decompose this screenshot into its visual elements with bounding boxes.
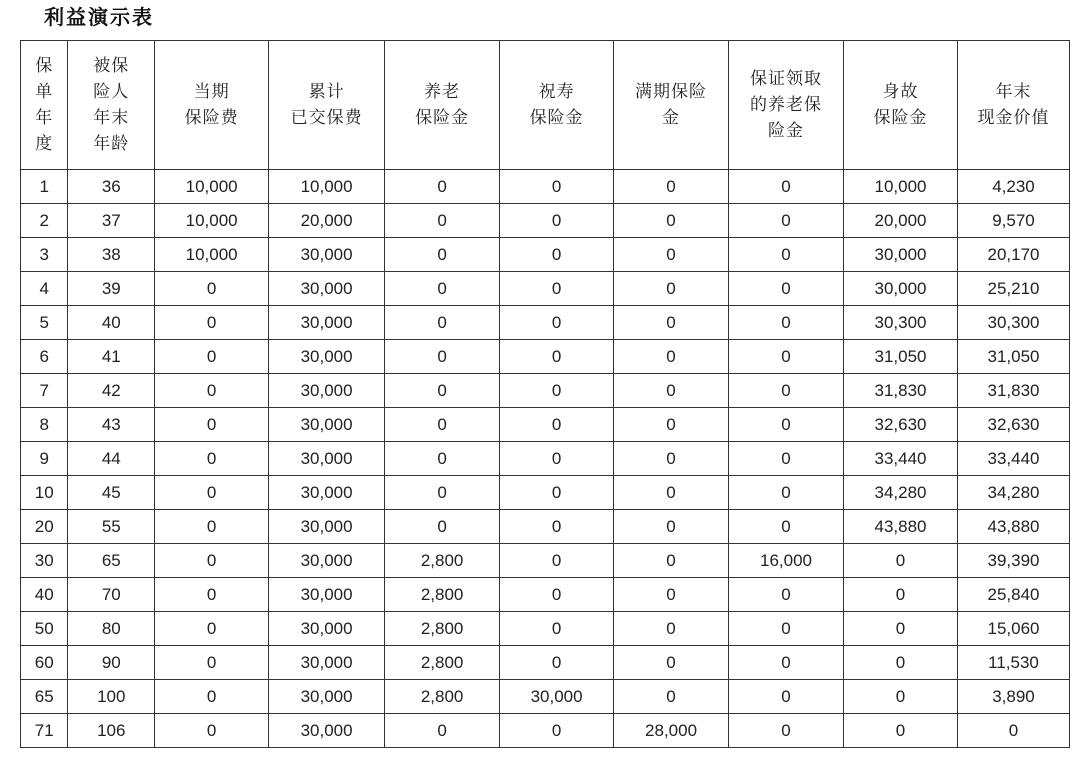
cell-pension-benefit: 0 [385, 204, 500, 238]
cell-policy-year: 60 [21, 646, 68, 680]
cell-guaranteed-pension: 0 [729, 170, 844, 204]
cell-insured-age: 40 [68, 306, 155, 340]
cell-death-benefit: 31,830 [844, 374, 958, 408]
cell-maturity-benefit: 0 [614, 680, 729, 714]
cell-longevity-benefit: 0 [500, 544, 614, 578]
cell-cumulative-premium: 30,000 [269, 238, 385, 272]
cell-maturity-benefit: 0 [614, 170, 729, 204]
cell-policy-year: 71 [21, 714, 68, 748]
cell-cumulative-premium: 30,000 [269, 374, 385, 408]
cell-guaranteed-pension: 0 [729, 238, 844, 272]
table-row [21, 612, 1070, 646]
cell-maturity-benefit: 0 [614, 374, 729, 408]
cell-current-premium: 10,000 [155, 238, 269, 272]
cell-maturity-benefit: 0 [614, 544, 729, 578]
cell-pension-benefit: 2,800 [385, 578, 500, 612]
cell-longevity-benefit: 0 [500, 170, 614, 204]
cell-death-benefit: 34,280 [844, 476, 958, 510]
cell-insured-age: 106 [68, 714, 155, 748]
cell-insured-age: 42 [68, 374, 155, 408]
header-cash-value: 年末 现金价值 [957, 41, 1069, 170]
cell-guaranteed-pension: 0 [729, 680, 844, 714]
cell-longevity-benefit: 0 [500, 408, 614, 442]
cell-current-premium: 0 [155, 340, 269, 374]
cell-guaranteed-pension: 0 [729, 442, 844, 476]
benefit-illustration-table [20, 40, 1070, 748]
cell-pension-benefit: 0 [385, 442, 500, 476]
cell-policy-year: 7 [21, 374, 68, 408]
cell-guaranteed-pension: 0 [729, 646, 844, 680]
cell-guaranteed-pension: 0 [729, 476, 844, 510]
cell-cumulative-premium: 30,000 [269, 510, 385, 544]
cell-policy-year: 4 [21, 272, 68, 306]
cell-cash-value: 0 [957, 714, 1069, 748]
table-row [21, 408, 1070, 442]
cell-death-benefit: 30,000 [844, 238, 958, 272]
cell-longevity-benefit: 0 [500, 306, 614, 340]
cell-current-premium: 0 [155, 646, 269, 680]
cell-death-benefit: 0 [844, 714, 958, 748]
cell-guaranteed-pension: 0 [729, 612, 844, 646]
cell-longevity-benefit: 0 [500, 578, 614, 612]
cell-policy-year: 40 [21, 578, 68, 612]
cell-insured-age: 90 [68, 646, 155, 680]
cell-cumulative-premium: 30,000 [269, 612, 385, 646]
cell-cash-value: 11,530 [957, 646, 1069, 680]
cell-cash-value: 43,880 [957, 510, 1069, 544]
header-pension-benefit: 养老 保险金 [385, 41, 500, 170]
cell-policy-year: 3 [21, 238, 68, 272]
cell-insured-age: 100 [68, 680, 155, 714]
cell-pension-benefit: 0 [385, 272, 500, 306]
cell-cumulative-premium: 30,000 [269, 340, 385, 374]
cell-maturity-benefit: 0 [614, 442, 729, 476]
cell-guaranteed-pension: 0 [729, 578, 844, 612]
cell-current-premium: 0 [155, 680, 269, 714]
cell-insured-age: 43 [68, 408, 155, 442]
cell-longevity-benefit: 0 [500, 646, 614, 680]
cell-cash-value: 30,300 [957, 306, 1069, 340]
cell-insured-age: 41 [68, 340, 155, 374]
cell-current-premium: 10,000 [155, 170, 269, 204]
cell-cumulative-premium: 30,000 [269, 408, 385, 442]
header-guaranteed-pension: 保证领取 的养老保 险金 [729, 41, 844, 170]
cell-current-premium: 0 [155, 714, 269, 748]
header-insured-age: 被保 险人 年末 年龄 [68, 41, 155, 170]
cell-current-premium: 0 [155, 510, 269, 544]
cell-policy-year: 65 [21, 680, 68, 714]
cell-longevity-benefit: 0 [500, 476, 614, 510]
cell-cumulative-premium: 30,000 [269, 544, 385, 578]
cell-death-benefit: 31,050 [844, 340, 958, 374]
cell-current-premium: 0 [155, 476, 269, 510]
cell-death-benefit: 32,630 [844, 408, 958, 442]
cell-cumulative-premium: 30,000 [269, 680, 385, 714]
table-row [21, 510, 1070, 544]
cell-cumulative-premium: 30,000 [269, 476, 385, 510]
cell-guaranteed-pension: 0 [729, 510, 844, 544]
cell-guaranteed-pension: 16,000 [729, 544, 844, 578]
cell-guaranteed-pension: 0 [729, 306, 844, 340]
table-row [21, 340, 1070, 374]
cell-cash-value: 4,230 [957, 170, 1069, 204]
table-row [21, 272, 1070, 306]
cell-current-premium: 0 [155, 612, 269, 646]
cell-cumulative-premium: 20,000 [269, 204, 385, 238]
cell-death-benefit: 10,000 [844, 170, 958, 204]
cell-longevity-benefit: 0 [500, 442, 614, 476]
cell-current-premium: 0 [155, 442, 269, 476]
cell-insured-age: 38 [68, 238, 155, 272]
page-title: 利益演示表 [44, 5, 154, 29]
cell-cash-value: 9,570 [957, 204, 1069, 238]
cell-cumulative-premium: 30,000 [269, 272, 385, 306]
cell-maturity-benefit: 0 [614, 306, 729, 340]
cell-pension-benefit: 0 [385, 476, 500, 510]
table-row [21, 204, 1070, 238]
cell-pension-benefit: 0 [385, 306, 500, 340]
cell-guaranteed-pension: 0 [729, 714, 844, 748]
cell-pension-benefit: 2,800 [385, 646, 500, 680]
header-policy-year: 保 单 年 度 [21, 41, 68, 170]
cell-longevity-benefit: 30,000 [500, 680, 614, 714]
cell-insured-age: 70 [68, 578, 155, 612]
cell-insured-age: 37 [68, 204, 155, 238]
cell-maturity-benefit: 0 [614, 272, 729, 306]
cell-policy-year: 2 [21, 204, 68, 238]
cell-cash-value: 15,060 [957, 612, 1069, 646]
cell-policy-year: 50 [21, 612, 68, 646]
header-current-premium: 当期 保险费 [155, 41, 269, 170]
cell-death-benefit: 0 [844, 646, 958, 680]
cell-death-benefit: 20,000 [844, 204, 958, 238]
cell-pension-benefit: 0 [385, 510, 500, 544]
cell-current-premium: 0 [155, 374, 269, 408]
cell-death-benefit: 0 [844, 612, 958, 646]
table-row [21, 306, 1070, 340]
cell-insured-age: 45 [68, 476, 155, 510]
table-row [21, 646, 1070, 680]
cell-cumulative-premium: 30,000 [269, 442, 385, 476]
header-cumulative-premium: 累计 已交保费 [269, 41, 385, 170]
cell-current-premium: 0 [155, 306, 269, 340]
cell-death-benefit: 0 [844, 578, 958, 612]
cell-current-premium: 0 [155, 544, 269, 578]
cell-cumulative-premium: 30,000 [269, 306, 385, 340]
cell-policy-year: 20 [21, 510, 68, 544]
cell-pension-benefit: 2,800 [385, 612, 500, 646]
cell-longevity-benefit: 0 [500, 340, 614, 374]
table-row [21, 374, 1070, 408]
cell-death-benefit: 30,300 [844, 306, 958, 340]
cell-guaranteed-pension: 0 [729, 272, 844, 306]
cell-maturity-benefit: 0 [614, 204, 729, 238]
cell-cash-value: 25,840 [957, 578, 1069, 612]
cell-policy-year: 8 [21, 408, 68, 442]
cell-pension-benefit: 0 [385, 374, 500, 408]
cell-pension-benefit: 0 [385, 714, 500, 748]
cell-guaranteed-pension: 0 [729, 408, 844, 442]
cell-death-benefit: 0 [844, 544, 958, 578]
cell-pension-benefit: 0 [385, 408, 500, 442]
cell-longevity-benefit: 0 [500, 714, 614, 748]
cell-longevity-benefit: 0 [500, 510, 614, 544]
cell-guaranteed-pension: 0 [729, 374, 844, 408]
cell-insured-age: 55 [68, 510, 155, 544]
cell-pension-benefit: 0 [385, 340, 500, 374]
cell-longevity-benefit: 0 [500, 612, 614, 646]
table-row [21, 170, 1070, 204]
cell-cash-value: 31,050 [957, 340, 1069, 374]
cell-maturity-benefit: 0 [614, 340, 729, 374]
cell-insured-age: 44 [68, 442, 155, 476]
cell-longevity-benefit: 0 [500, 204, 614, 238]
header-death-benefit: 身故 保险金 [844, 41, 958, 170]
cell-cash-value: 31,830 [957, 374, 1069, 408]
cell-insured-age: 65 [68, 544, 155, 578]
table-header-row [21, 41, 1070, 170]
cell-policy-year: 5 [21, 306, 68, 340]
cell-maturity-benefit: 0 [614, 408, 729, 442]
cell-death-benefit: 30,000 [844, 272, 958, 306]
header-maturity-benefit: 满期保险 金 [614, 41, 729, 170]
cell-current-premium: 0 [155, 408, 269, 442]
cell-death-benefit: 0 [844, 680, 958, 714]
cell-insured-age: 39 [68, 272, 155, 306]
cell-maturity-benefit: 0 [614, 578, 729, 612]
table-row [21, 476, 1070, 510]
cell-maturity-benefit: 0 [614, 476, 729, 510]
cell-policy-year: 30 [21, 544, 68, 578]
cell-current-premium: 0 [155, 272, 269, 306]
cell-cash-value: 32,630 [957, 408, 1069, 442]
table-row [21, 578, 1070, 612]
table-row [21, 442, 1070, 476]
cell-longevity-benefit: 0 [500, 374, 614, 408]
cell-cumulative-premium: 10,000 [269, 170, 385, 204]
cell-pension-benefit: 0 [385, 238, 500, 272]
table-row [21, 714, 1070, 748]
cell-cumulative-premium: 30,000 [269, 646, 385, 680]
cell-maturity-benefit: 0 [614, 612, 729, 646]
cell-cash-value: 39,390 [957, 544, 1069, 578]
cell-cash-value: 3,890 [957, 680, 1069, 714]
cell-maturity-benefit: 0 [614, 646, 729, 680]
table-row [21, 238, 1070, 272]
cell-maturity-benefit: 0 [614, 510, 729, 544]
cell-cash-value: 25,210 [957, 272, 1069, 306]
cell-policy-year: 6 [21, 340, 68, 374]
table-body [21, 170, 1070, 748]
cell-insured-age: 80 [68, 612, 155, 646]
table-row [21, 680, 1070, 714]
cell-death-benefit: 33,440 [844, 442, 958, 476]
cell-guaranteed-pension: 0 [729, 204, 844, 238]
cell-current-premium: 10,000 [155, 204, 269, 238]
cell-pension-benefit: 2,800 [385, 544, 500, 578]
cell-insured-age: 36 [68, 170, 155, 204]
cell-cash-value: 20,170 [957, 238, 1069, 272]
cell-longevity-benefit: 0 [500, 238, 614, 272]
header-longevity-benefit: 祝寿 保险金 [500, 41, 614, 170]
cell-maturity-benefit: 0 [614, 238, 729, 272]
cell-policy-year: 9 [21, 442, 68, 476]
cell-current-premium: 0 [155, 578, 269, 612]
cell-pension-benefit: 2,800 [385, 680, 500, 714]
cell-cumulative-premium: 30,000 [269, 714, 385, 748]
cell-pension-benefit: 0 [385, 170, 500, 204]
cell-maturity-benefit: 28,000 [614, 714, 729, 748]
cell-death-benefit: 43,880 [844, 510, 958, 544]
cell-longevity-benefit: 0 [500, 272, 614, 306]
cell-cash-value: 33,440 [957, 442, 1069, 476]
cell-cumulative-premium: 30,000 [269, 578, 385, 612]
cell-guaranteed-pension: 0 [729, 340, 844, 374]
cell-cash-value: 34,280 [957, 476, 1069, 510]
table-row [21, 544, 1070, 578]
cell-policy-year: 10 [21, 476, 68, 510]
cell-policy-year: 1 [21, 170, 68, 204]
